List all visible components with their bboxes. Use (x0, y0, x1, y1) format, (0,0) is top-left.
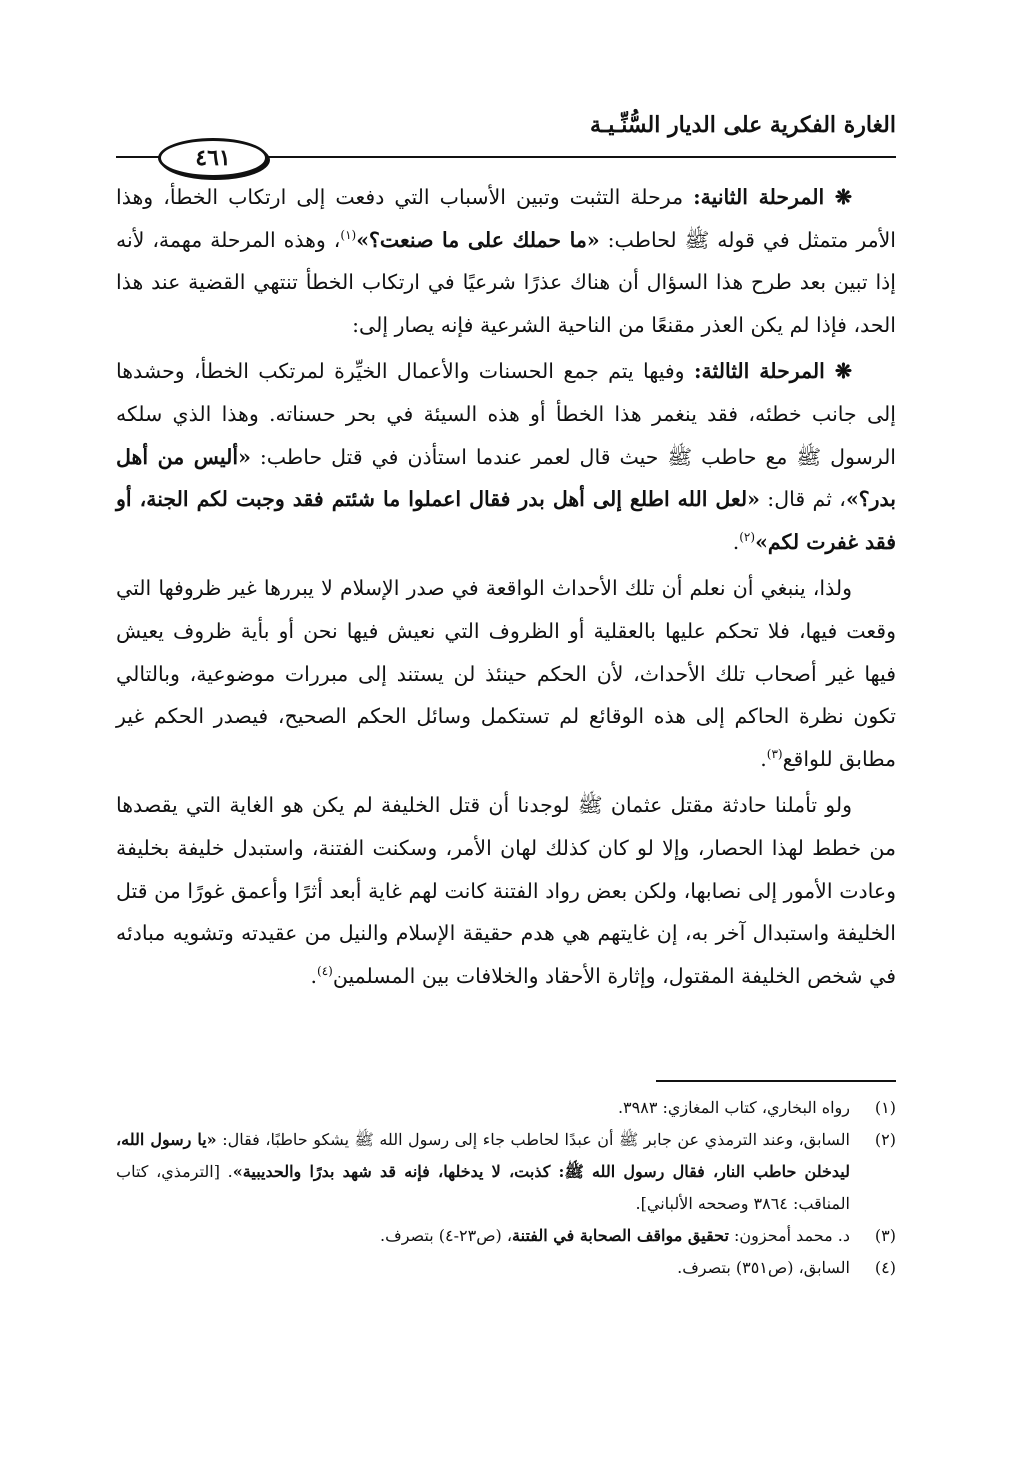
footnote-quote: «يا رسول الله، ليدخلن حاطب النار، فقال رسول الله ﷺ: كذبت، لا يدخلها، فإنه قد شهد بدرًا والحديبية» (116, 1130, 851, 1181)
body-text (116, 176, 896, 1001)
footnote-number: (٢) (874, 1130, 896, 1149)
paragraph-text: وفيها يتم جمع الحسنات والأعمال الخيِّرة لمرتكب الخطأ، وحشدها إلى جانب خطئه، فقد ينغمر هذا الخطأ أو هذه السيئة في بحر حسناته. وهذا الذي سلكه الرسول ﷺ مع حاطب ﷺ حيث قال لعمر عندما استأذن في قتل حاطب: (116, 359, 897, 469)
hadith-quote: «لعل الله اطلع إلى أهل بدر فقال اعملوا ما شئتم فقد وجبت لكم الجنة، أو فقد غفرت لكم» (116, 487, 896, 554)
footnote-text: د. محمد أمحزون: (728, 1226, 850, 1245)
paragraph-text: ، ثم قال: (759, 487, 846, 512)
stage-three-heading: ❋ المرحلة الثالثة: (693, 359, 852, 384)
paragraph-text: . (760, 746, 767, 771)
footnote-marker: (٣) (766, 746, 783, 761)
paragraph-context (116, 567, 896, 780)
footnote-text: السابق، وعند الترمذي عن جابر ﷺ أن عبدًا لحاطب جاء إلى رسول الله ﷺ يشكو حاطبًا، فقال: (216, 1130, 850, 1149)
footnote-marker: (٢) (739, 529, 756, 544)
footnotes (116, 1092, 896, 1284)
paragraph-stage-three (116, 350, 896, 563)
paragraph-uthman (116, 784, 896, 997)
footnote-separator (656, 1080, 896, 1082)
paragraph-text: مرحلة التثبت وتبين الأسباب التي دفعت إلى ارتكاب الخطأ، وهذا الأمر متمثل في قوله ﷺ لحاطب: (116, 185, 896, 252)
paragraph-stage-two (116, 176, 896, 346)
stage-two-heading: ❋ المرحلة الثانية: (693, 185, 852, 209)
paragraph-text: ولو تأملنا حادثة مقتل عثمان ﷺ لوجدنا أن قتل الخليفة لم يكن هو الغاية التي يقصدها من خطط لهذا الحصار، وإلا لو كان كذلك لهان الأمر، وسكنت الفتنة، واستبدل خليفة بخليفة وعادت الأمور إلى نصابها، ولكن بعض رواد الفتنة كانت لهم غاية أبعد أثرًا وأعمق غورًا من قتل الخليفة واستبدال آخر به، إن غايتهم هي هدم حقيقة الإسلام والنيل من عقيدته وتشويه مبادئه في شخص الخليفة المقتول، وإثارة الأحقاد والخلافات بين المسلمين (116, 793, 896, 988)
footnote-text: ، (ص٢٣-٤) بتصرف. (380, 1226, 513, 1245)
page-header (116, 108, 896, 171)
hadith-quote: «ما حملك على ما صنعت؟» (356, 227, 600, 252)
running-title: الغارة الفكرية على الديار السُّنِّـيـة (589, 112, 896, 138)
footnote-book-title: تحقيق مواقف الصحابة في الفتنة (512, 1226, 729, 1245)
footnote-2 (116, 1124, 896, 1220)
footnote-text: السابق، (ص٣٥١) بتصرف. (677, 1258, 850, 1277)
footnote-marker: (٤) (317, 963, 333, 978)
footnote-number: (٤) (874, 1258, 896, 1277)
footnote-1 (116, 1092, 896, 1124)
footnote-3 (116, 1220, 896, 1252)
page-number-badge: ٤٦١ (158, 138, 268, 178)
paragraph-text: . (732, 529, 740, 554)
paragraph-text: ، وهذه المرحلة مهمة، لأنه إذا تبين بعد طرح هذا السؤال أن هناك عذرًا شرعيًا في ارتكاب الخطأ تنتهي القضية عند هذا الحد، فإذا لم يكن العذر مقنعًا من الناحية الشرعية فإنه يصار إلى: (116, 227, 896, 337)
footnote-4 (116, 1252, 896, 1284)
paragraph-text: ولذا، ينبغي أن نعلم أن تلك الأحداث الواقعة في صدر الإسلام لا يبررها غير ظروفها التي وقعت فيها، فلا تحكم عليها بالعقلية أو الظروف التي نعيش فيها نحن أو بأية ظروف يعيش فيها غير أصحاب تلك الأحداث، لأن الحكم حينئذ لن يستند إلى مبررات موضوعية، وبالتالي تكون نظرة الحاكم إلى هذه الوقائع لم تستكمل وسائل الحكم الصحيح، فيصدر الحكم غير مطابق للواقع (116, 576, 896, 771)
hadith-quote: «أليس من أهل بدر؟» (116, 444, 896, 512)
footnote-text: رواه البخاري، كتاب المغازي: ٣٩٨٣. (617, 1098, 850, 1117)
paragraph-text: . (310, 963, 318, 988)
footnote-number: (١) (874, 1098, 896, 1117)
footnote-text: . [الترمذي، كتاب المناقب: ٣٨٦٤ وصححه الألباني]. (116, 1162, 850, 1213)
footnote-number: (٣) (874, 1226, 896, 1245)
footnote-marker: (١) (340, 227, 357, 242)
